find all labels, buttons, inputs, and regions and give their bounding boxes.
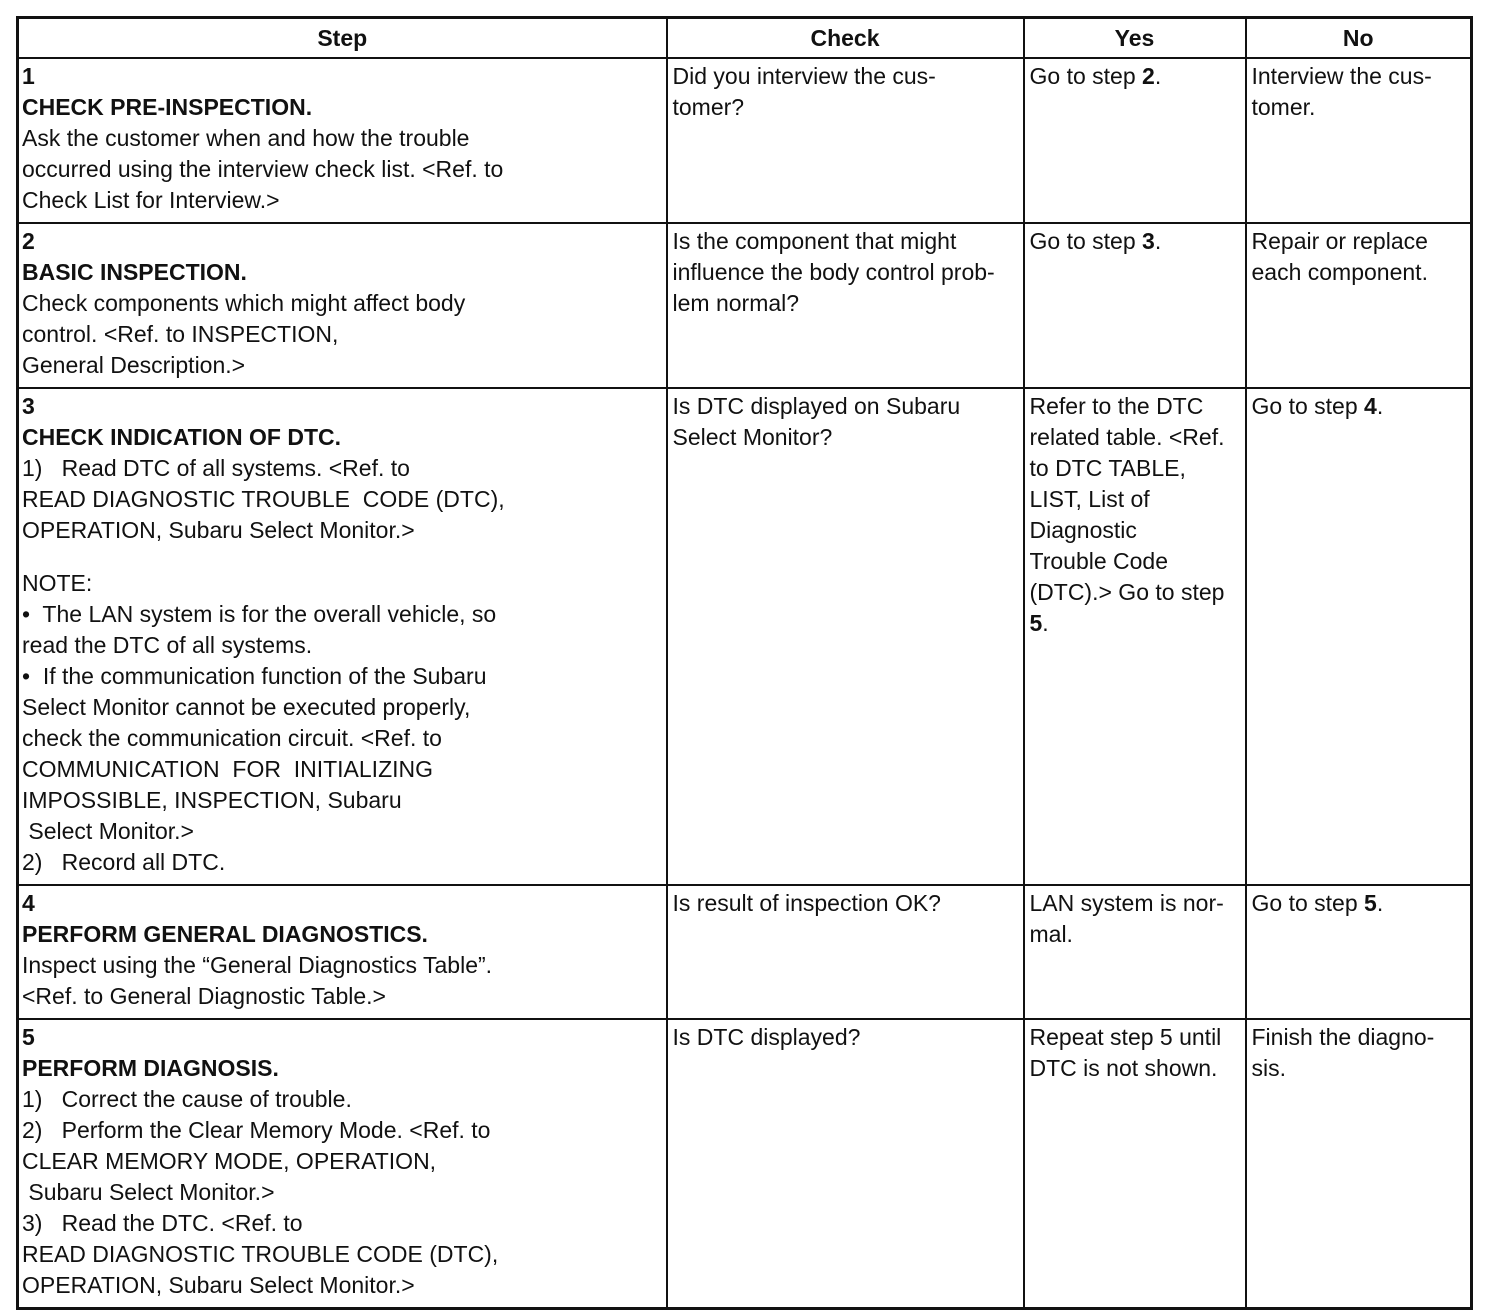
yes-text: mal.: [1029, 921, 1073, 947]
table-row: [18, 388, 1472, 885]
check-text: Is the component that might: [672, 228, 957, 254]
yes-text: related table. <Ref.: [1029, 424, 1225, 450]
check-cell: [667, 1019, 1024, 1309]
step-number: 3: [22, 393, 35, 419]
no-cell: [1246, 1019, 1472, 1309]
check-text: Did you interview the cus-: [672, 63, 936, 89]
no-text: Interview the cus-: [1251, 63, 1432, 89]
no-step-ref: 5: [1364, 890, 1377, 916]
note-text: COMMUNICATION FOR INITIALIZING: [22, 756, 434, 782]
yes-cell: [1024, 58, 1246, 223]
step-text: occurred using the interview check list. <Ref. to: [22, 156, 504, 182]
step-text: OPERATION, Subaru Select Monitor.>: [22, 517, 415, 543]
document-page: [16, 16, 1470, 1310]
no-text: tomer.: [1251, 94, 1316, 120]
yes-text: Repeat step 5 until: [1029, 1024, 1222, 1050]
note-text: check the communication circuit. <Ref. to: [22, 725, 442, 751]
no-text: Repair or replace: [1251, 228, 1428, 254]
table-row: [18, 885, 1472, 1019]
check-text: Is result of inspection OK?: [672, 890, 941, 916]
step-text: 3) Read the DTC. <Ref. to: [22, 1210, 303, 1236]
no-end: .: [1376, 393, 1384, 419]
step-text: Ask the customer when and how the trouble: [22, 125, 470, 151]
yes-text: to DTC TABLE,: [1029, 455, 1186, 481]
step-text: Check List for Interview.>: [22, 187, 280, 213]
note-text: IMPOSSIBLE, INSPECTION, Subaru: [22, 787, 402, 813]
yes-cell: [1024, 223, 1246, 388]
yes-text: DTC is not shown.: [1029, 1055, 1218, 1081]
check-text: Is DTC displayed?: [672, 1024, 861, 1050]
spacer: [22, 546, 547, 568]
yes-cell: [1024, 885, 1246, 1019]
step-text: control. <Ref. to INSPECTION,: [22, 321, 339, 347]
no-cell: [1246, 58, 1472, 223]
step-cell: [18, 885, 667, 1019]
step-title: BASIC INSPECTION.: [22, 259, 247, 285]
step-text: 2) Perform the Clear Memory Mode. <Ref. to: [22, 1117, 491, 1143]
no-cell: [1246, 223, 1472, 388]
note-text: • The LAN system is for the overall vehicle, so: [22, 601, 497, 627]
check-text: influence the body control prob-: [672, 259, 995, 285]
yes-text: Refer to the DTC: [1029, 393, 1204, 419]
step-text: READ DIAGNOSTIC TROUBLE CODE (DTC),: [22, 486, 505, 512]
check-text: tomer?: [672, 94, 745, 120]
step-text: Check components which might affect body: [22, 290, 466, 316]
header-no: No: [1246, 18, 1472, 59]
yes-text: LAN system is nor-: [1029, 890, 1224, 916]
yes-cell: [1024, 388, 1246, 885]
step-cell: [18, 223, 667, 388]
check-cell: [667, 223, 1024, 388]
step-text: CLEAR MEMORY MODE, OPERATION,: [22, 1148, 437, 1174]
step-number: 1: [22, 63, 35, 89]
step-title: PERFORM GENERAL DIAGNOSTICS.: [22, 921, 428, 947]
header-row: [18, 18, 1472, 59]
yes-text: (DTC).> Go to step: [1029, 579, 1225, 605]
check-cell: [667, 58, 1024, 223]
check-cell: [667, 388, 1024, 885]
note-text: • If the communication function of the Subaru: [22, 663, 487, 689]
check-text: Select Monitor?: [672, 424, 833, 450]
diagnostic-table: [16, 16, 1473, 1310]
step-text: Inspect using the “General Diagnostics Table”.: [22, 952, 493, 978]
yes-step-ref: 5: [1029, 610, 1043, 636]
step-text: OPERATION, Subaru Select Monitor.>: [22, 1272, 415, 1298]
header-yes: Yes: [1024, 18, 1246, 59]
yes-step-ref: 2: [1142, 63, 1155, 89]
step-title: CHECK INDICATION OF DTC.: [22, 424, 342, 450]
yes-text: Trouble Code: [1029, 548, 1169, 574]
yes-text: Go to step: [1029, 228, 1143, 254]
yes-step-ref: 3: [1142, 228, 1155, 254]
header-check: Check: [667, 18, 1024, 59]
no-text: Go to step: [1251, 393, 1365, 419]
yes-end: .: [1154, 63, 1162, 89]
step-title: CHECK PRE-INSPECTION.: [22, 94, 313, 120]
no-text: each component.: [1251, 259, 1428, 285]
no-text: Finish the diagno-: [1251, 1024, 1435, 1050]
table-row: [18, 1019, 1472, 1309]
yes-text: Go to step: [1029, 63, 1143, 89]
step-text: Subaru Select Monitor.>: [22, 1179, 275, 1205]
no-text: sis.: [1251, 1055, 1286, 1081]
note-text: read the DTC of all systems.: [22, 632, 313, 658]
no-step-ref: 4: [1364, 393, 1377, 419]
table-row: [18, 223, 1472, 388]
step-text: 1) Read DTC of all systems. <Ref. to: [22, 455, 410, 481]
step-number: 2: [22, 228, 35, 254]
step-number: 4: [22, 890, 35, 916]
check-text: lem normal?: [672, 290, 800, 316]
yes-text: Diagnostic: [1029, 517, 1137, 543]
step-text: READ DIAGNOSTIC TROUBLE CODE (DTC),: [22, 1241, 499, 1267]
step-text: General Description.>: [22, 352, 246, 378]
yes-text: LIST, List of: [1029, 486, 1150, 512]
yes-cell: [1024, 1019, 1246, 1309]
header-step: Step: [18, 18, 667, 59]
step-cell: [18, 388, 667, 885]
yes-end: .: [1042, 610, 1049, 636]
step-text: <Ref. to General Diagnostic Table.>: [22, 983, 386, 1009]
note-label: NOTE:: [22, 570, 93, 596]
no-cell: [1246, 885, 1472, 1019]
step-text: 1) Correct the cause of trouble.: [22, 1086, 352, 1112]
check-text: Is DTC displayed on Subaru: [672, 393, 961, 419]
step-title: PERFORM DIAGNOSIS.: [22, 1055, 279, 1081]
no-cell: [1246, 388, 1472, 885]
note-text: Select Monitor cannot be executed properly,: [22, 694, 471, 720]
yes-end: .: [1154, 228, 1162, 254]
note-text: Select Monitor.>: [22, 818, 194, 844]
step-cell: [18, 58, 667, 223]
no-text: Go to step: [1251, 890, 1365, 916]
table-row: [18, 58, 1472, 223]
step-number: 5: [22, 1024, 35, 1050]
step-cell: [18, 1019, 667, 1309]
no-end: .: [1376, 890, 1384, 916]
check-cell: [667, 885, 1024, 1019]
step-text: 2) Record all DTC.: [22, 849, 226, 875]
